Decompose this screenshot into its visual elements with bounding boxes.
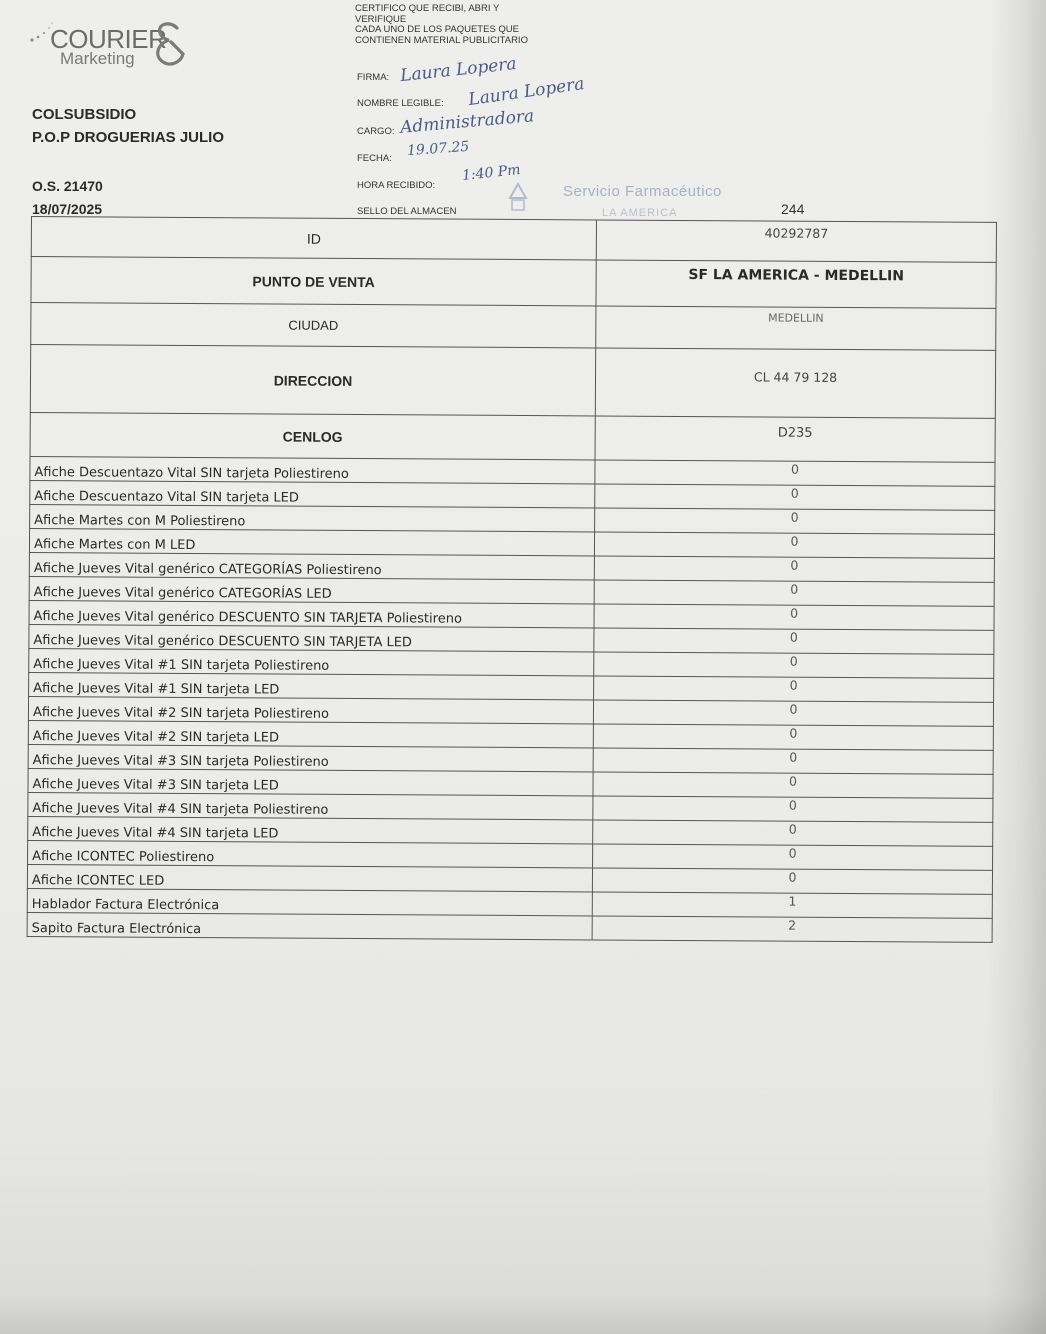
table-row	[31, 217, 996, 263]
nombre-handwritten: Laura Lopera	[467, 73, 586, 111]
item-quantity: 2	[592, 916, 992, 942]
item-quantity: 0	[592, 868, 992, 894]
table-row	[30, 412, 995, 462]
item-name: Afiche ICONTEC LED	[27, 864, 592, 891]
item-quantity: 0	[593, 796, 993, 822]
row-value-direccion: CL 44 79 128	[595, 348, 995, 418]
row-label-cenlog: CENLOG	[30, 412, 595, 459]
certification-line: CERTIFICO QUE RECIBI, ABRI Y	[355, 3, 500, 14]
item-quantity: 0	[593, 748, 993, 774]
row-value-punto-venta: SF LA AMERICA - MEDELLIN	[596, 260, 996, 308]
stamp-branch: LA AMERICA	[602, 207, 678, 219]
item-quantity: 1	[592, 892, 992, 918]
item-quantity: 0	[594, 532, 994, 558]
item-quantity: 0	[593, 772, 993, 798]
item-quantity: 0	[593, 820, 993, 846]
item-name: Sapito Factura Electrónica	[27, 912, 592, 939]
delivery-table	[27, 216, 997, 943]
fecha-label: FECHA:	[357, 153, 392, 164]
order-date: 18/07/2025	[32, 201, 103, 217]
firma-label: FIRMA:	[357, 72, 390, 83]
order-number: O.S. 21470	[32, 178, 103, 194]
row-label-punto-venta: PUNTO DE VENTA	[31, 257, 596, 306]
sheet-number: 244	[781, 201, 805, 217]
item-name: Afiche Jueves Vital genérico DESCUENTO SIN TARJETA Poliestireno	[29, 600, 594, 627]
item-quantity: 0	[593, 844, 993, 870]
certification-line: CADA UNO DE LOS PAQUETES QUE	[355, 24, 520, 35]
paper-shadow-right	[986, 0, 1046, 1334]
cargo-handwritten: Administradora	[399, 106, 535, 138]
item-quantity: 0	[595, 460, 995, 486]
item-name: Afiche Jueves Vital #4 SIN tarjeta Poliestireno	[28, 792, 593, 819]
table-row	[27, 912, 992, 942]
item-name: Afiche Jueves Vital #4 SIN tarjeta LED	[28, 816, 593, 843]
item-name: Afiche Jueves Vital genérico DESCUENTO SIN TARJETA LED	[29, 624, 594, 651]
item-name: Afiche Jueves Vital #3 SIN tarjeta Poliestireno	[28, 744, 593, 771]
item-quantity: 0	[595, 508, 995, 534]
hora-handwritten: 1:40 Pm	[461, 161, 522, 185]
row-value-ciudad: MEDELLIN	[596, 306, 996, 350]
sello-label: SELLO DEL ALMACEN	[357, 206, 457, 217]
row-value-cenlog: D235	[595, 416, 995, 462]
item-quantity: 0	[593, 700, 993, 726]
item-name: Afiche Jueves Vital #2 SIN tarjeta LED	[28, 720, 593, 747]
item-name: Afiche Jueves Vital #2 SIN tarjeta Poliestireno	[28, 696, 593, 723]
hora-label: HORA RECIBIDO:	[357, 180, 436, 191]
item-quantity: 0	[594, 628, 994, 654]
item-quantity: 0	[594, 556, 994, 582]
table-row	[30, 345, 995, 419]
certification-line: CONTIENEN MATERIAL PUBLICITARIO	[355, 34, 528, 46]
item-quantity: 0	[595, 484, 995, 510]
item-name: Afiche Martes con M Poliestireno	[30, 504, 595, 531]
item-quantity: 0	[594, 604, 994, 630]
table-row	[31, 303, 996, 351]
item-name: Afiche ICONTEC Poliestireno	[28, 840, 593, 867]
stamp-emblem-icon	[500, 178, 550, 218]
certification-text	[355, 4, 595, 46]
item-name: Afiche Jueves Vital #1 SIN tarjeta Poliestireno	[29, 648, 594, 675]
company-block	[32, 103, 224, 149]
courier-marketing-logo	[28, 14, 198, 74]
ampersand-icon	[151, 20, 187, 70]
item-quantity: 0	[594, 652, 994, 678]
order-block	[32, 175, 103, 221]
item-name: Afiche Descuentazo Vital SIN tarjeta LED	[30, 480, 595, 507]
item-name: Afiche Jueves Vital genérico CATEGORÍAS LED	[29, 576, 594, 603]
item-name: Afiche Jueves Vital genérico CATEGORÍAS Poliestireno	[29, 552, 594, 579]
certification-line: VERIFIQUE	[355, 13, 407, 25]
item-name: Afiche Martes con M LED	[29, 528, 594, 555]
fecha-handwritten: 19.07.25	[406, 138, 470, 160]
company-name: COLSUBSIDIO	[32, 106, 137, 123]
row-label-id: ID	[31, 217, 596, 260]
item-quantity: 0	[593, 724, 993, 750]
table-row	[31, 257, 996, 309]
item-name: Afiche Jueves Vital #1 SIN tarjeta LED	[29, 672, 594, 699]
item-quantity: 0	[594, 676, 994, 702]
paper-shadow-bottom	[0, 1294, 1046, 1334]
row-label-ciudad: CIUDAD	[31, 303, 596, 348]
cargo-label: CARGO:	[357, 126, 395, 137]
logo-courier-text: COURIER	[50, 24, 167, 54]
row-value-id: 40292787	[596, 220, 996, 262]
firma-signature: Laura Lopera	[399, 53, 518, 87]
item-name: Afiche Jueves Vital #3 SIN tarjeta LED	[28, 768, 593, 795]
item-name: Afiche Descuentazo Vital SIN tarjeta Poliestireno	[30, 456, 595, 483]
stamp-name: Servicio Farmacéutico	[563, 183, 722, 200]
nombre-label: NOMBRE LEGIBLE:	[357, 98, 444, 109]
row-label-direccion: DIRECCION	[30, 345, 595, 416]
logo-marketing-text: Marketing	[60, 49, 135, 68]
item-quantity: 0	[594, 580, 994, 606]
item-name: Hablador Factura Electrónica	[27, 888, 592, 915]
project-name: P.O.P DROGUERIAS JULIO	[32, 129, 224, 146]
